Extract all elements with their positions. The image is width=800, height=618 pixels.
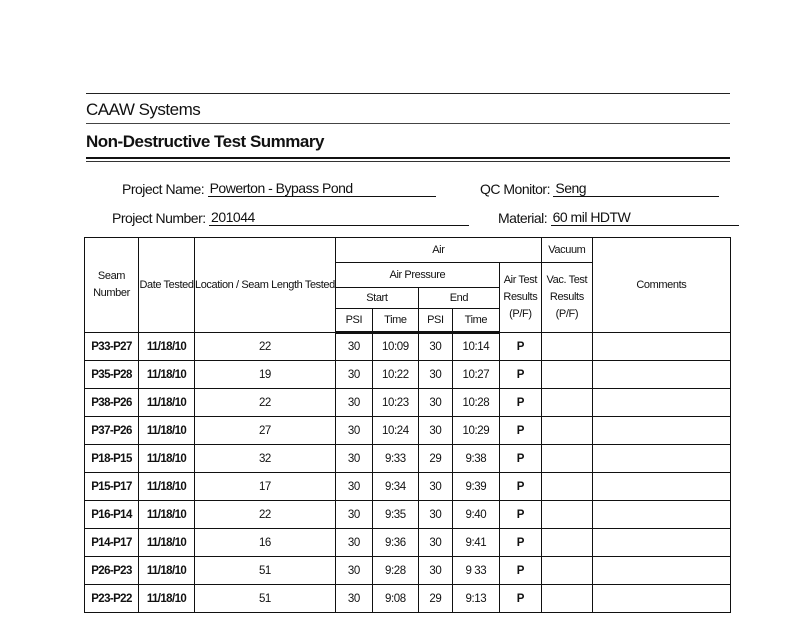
start-time-cell: 10:22 [372,361,418,389]
vac-result-cell [541,445,592,473]
end-time-cell: 10:27 [452,361,499,389]
start-time-cell: 9:33 [372,445,418,473]
end-psi-cell: 30 [418,501,452,529]
end-time-cell: 9 33 [452,557,499,585]
vac-result-cell [541,585,592,613]
vacuum-header: Vacuum [541,238,592,263]
start-time-cell: 10:09 [372,333,418,361]
start-time-cell: 9:34 [372,473,418,501]
comments-cell [592,361,730,389]
end-psi-cell: 30 [418,333,452,361]
end-time-cell: 9:38 [452,445,499,473]
vac-result-cell [541,417,592,445]
end-psi-cell: 30 [418,473,452,501]
length-cell: 51 [195,585,336,613]
start-time-cell: 9:28 [372,557,418,585]
seam-number-cell: P15-P17 [85,473,139,501]
start-time-cell: 10:24 [372,417,418,445]
date-cell: 11/18/10 [139,389,195,417]
length-cell: 19 [195,361,336,389]
air-test-results-header: Air Test Results (P/F) [499,263,541,333]
date-cell: 11/18/10 [139,473,195,501]
company-name: CAAW Systems [86,100,201,119]
start-time-cell: 9:36 [372,529,418,557]
location-header: Location / Seam Length Tested [195,238,336,333]
project-name-value: Powerton - Bypass Pond [208,180,436,197]
end-time-cell: 9:13 [452,585,499,613]
air-result-cell: P [499,361,541,389]
end-psi-cell: 30 [418,529,452,557]
date-cell: 11/18/10 [139,557,195,585]
air-result-cell: P [499,529,541,557]
seam-number-cell: P14-P17 [85,529,139,557]
date-cell: 11/18/10 [139,445,195,473]
title-rule-thick [86,157,730,159]
air-header: Air [335,238,541,263]
vac-result-cell [541,557,592,585]
end-psi-cell: 30 [418,361,452,389]
end-psi-cell: 29 [418,445,452,473]
air-result-cell: P [499,501,541,529]
seam-number-cell: P38-P26 [85,389,139,417]
seam-number-cell: P18-P15 [85,445,139,473]
vac-result-cell [541,501,592,529]
top-rule [86,93,730,94]
project-number-field [112,209,469,226]
length-cell: 22 [195,333,336,361]
project-name-field [122,180,436,197]
comments-cell [592,389,730,417]
air-pressure-header: Air Pressure [335,263,499,288]
end-time-cell: 9:40 [452,501,499,529]
end-time-cell: 10:28 [452,389,499,417]
comments-cell [592,473,730,501]
date-cell: 11/18/10 [139,501,195,529]
end-psi-header: PSI [418,309,452,333]
air-result-cell: P [499,585,541,613]
end-psi-cell: 30 [418,389,452,417]
start-psi-cell: 30 [335,333,372,361]
length-cell: 32 [195,445,336,473]
table-row [85,529,731,557]
comments-cell [592,445,730,473]
start-psi-cell: 30 [335,445,372,473]
length-cell: 22 [195,501,336,529]
air-result-cell: P [499,473,541,501]
start-time-cell: 9:08 [372,585,418,613]
start-psi-cell: 30 [335,389,372,417]
length-cell: 22 [195,389,336,417]
qc-monitor-field [480,180,719,197]
document-title: Non-Destructive Test Summary [86,132,324,151]
seam-number-header: Seam Number [85,238,139,333]
seam-number-cell: P16-P14 [85,501,139,529]
seam-number-cell: P33-P27 [85,333,139,361]
start-psi-cell: 30 [335,529,372,557]
end-time-cell: 10:29 [452,417,499,445]
table-row [85,501,731,529]
length-cell: 17 [195,473,336,501]
vac-result-cell [541,361,592,389]
length-cell: 27 [195,417,336,445]
length-cell: 51 [195,557,336,585]
start-time-header: Time [372,309,418,333]
end-header: End [418,288,499,309]
start-psi-cell: 30 [335,473,372,501]
end-time-cell: 9:39 [452,473,499,501]
project-number-value: 201044 [209,209,469,226]
end-psi-cell: 30 [418,417,452,445]
vac-result-cell [541,473,592,501]
air-result-cell: P [499,557,541,585]
start-psi-cell: 30 [335,501,372,529]
vac-result-cell [541,333,592,361]
test-summary-table [84,237,731,613]
start-psi-cell: 30 [335,557,372,585]
seam-number-cell: P37-P26 [85,417,139,445]
date-tested-header: Date Tested [139,238,195,333]
end-time-header: Time [452,309,499,333]
comments-cell [592,417,730,445]
table-row [85,445,731,473]
comments-cell [592,529,730,557]
seam-number-cell: P23-P22 [85,585,139,613]
start-psi-cell: 30 [335,585,372,613]
vac-test-results-header: Vac. Test Results (P/F) [541,263,592,333]
end-psi-cell: 30 [418,557,452,585]
project-number-label: Project Number: [112,210,206,226]
date-cell: 11/18/10 [139,585,195,613]
start-psi-header: PSI [335,309,372,333]
seam-number-cell: P26-P23 [85,557,139,585]
table-row [85,389,731,417]
start-psi-cell: 30 [335,361,372,389]
length-cell: 16 [195,529,336,557]
start-time-cell: 9:35 [372,501,418,529]
material-field [498,209,739,226]
qc-monitor-value: Seng [553,180,719,197]
table-row [85,473,731,501]
date-cell: 11/18/10 [139,417,195,445]
project-name-label: Project Name: [122,181,205,197]
vac-result-cell [541,529,592,557]
date-cell: 11/18/10 [139,361,195,389]
table-row [85,417,731,445]
air-result-cell: P [499,417,541,445]
seam-number-cell: P35-P28 [85,361,139,389]
end-time-cell: 10:14 [452,333,499,361]
table-row [85,333,731,361]
header-divider [86,123,730,124]
air-result-cell: P [499,445,541,473]
start-time-cell: 10:23 [372,389,418,417]
comments-cell [592,333,730,361]
start-header: Start [335,288,418,309]
date-cell: 11/18/10 [139,529,195,557]
table-row [85,557,731,585]
air-result-cell: P [499,333,541,361]
start-psi-cell: 30 [335,417,372,445]
end-time-cell: 9:41 [452,529,499,557]
title-rule-thin [86,161,730,162]
table-row [85,361,731,389]
material-value: 60 mil HDTW [551,209,739,226]
vac-result-cell [541,389,592,417]
table-row [85,585,731,613]
comments-header: Comments [592,238,730,333]
end-psi-cell: 29 [418,585,452,613]
comments-cell [592,585,730,613]
qc-monitor-label: QC Monitor: [480,181,550,197]
date-cell: 11/18/10 [139,333,195,361]
material-label: Material: [498,210,548,226]
air-result-cell: P [499,389,541,417]
comments-cell [592,501,730,529]
comments-cell [592,557,730,585]
